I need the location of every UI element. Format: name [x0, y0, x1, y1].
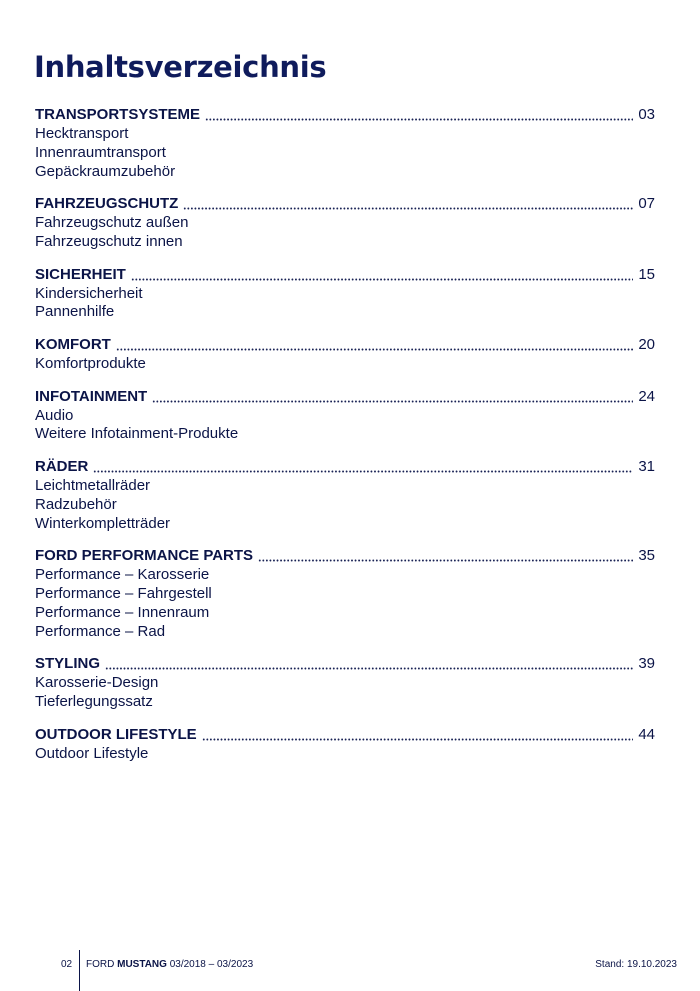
toc-section-heading[interactable] [35, 387, 655, 407]
dot-leader [205, 111, 633, 121]
toc-item: Innenraumtransport [35, 143, 166, 161]
toc-item: Performance – Fahrgestell [35, 584, 212, 602]
section-page-number: 20 [638, 335, 655, 353]
footer-model-info [86, 959, 253, 970]
page-title: Inhaltsverzeichnis [34, 50, 327, 84]
toc-section-komfort [35, 335, 655, 374]
toc-section-transportsysteme [35, 105, 655, 181]
toc-section-raeder [35, 457, 655, 533]
section-label: TRANSPORTSYSTEME [35, 106, 201, 123]
dot-leader [258, 552, 633, 562]
section-page-number: 24 [638, 387, 655, 405]
section-page-number: 39 [638, 655, 655, 673]
toc-section-heading[interactable] [35, 105, 655, 125]
dot-leader [131, 271, 633, 281]
dot-leader [183, 200, 633, 210]
toc-item: Kindersicherheit [35, 284, 143, 302]
toc-section-heading[interactable] [35, 194, 655, 214]
toc-section-heading[interactable] [35, 457, 655, 477]
footer-page-number: 02 [61, 959, 73, 970]
dot-leader [152, 393, 633, 403]
toc-section-outdoor-lifestyle [35, 725, 655, 764]
section-label: SICHERHEIT [35, 265, 126, 283]
toc-section-heading[interactable] [35, 265, 655, 285]
footer-brand: FORD [86, 959, 115, 970]
toc-item: Gepäckraumzubehör [35, 162, 176, 180]
section-label: STYLING [35, 655, 101, 673]
toc-section-heading[interactable] [35, 654, 655, 674]
footer-period: 03/2018 – 03/2023 [169, 959, 254, 970]
toc-section-styling [35, 654, 655, 712]
toc-item: Performance – Innenraum [35, 603, 210, 621]
toc-item: Winterkompletträder [35, 514, 171, 532]
toc-item: Performance – Karosserie [35, 566, 210, 584]
dot-leader [202, 731, 633, 741]
footer-model: MUSTANG [117, 959, 167, 970]
page-footer [0, 950, 700, 991]
toc-item: Karosserie-Design [35, 674, 159, 692]
dot-leader [93, 463, 633, 473]
toc-item: Komfortprodukte [35, 354, 146, 372]
toc-section-heading[interactable] [35, 335, 655, 355]
section-label: OUTDOOR LIFESTYLE [35, 725, 197, 743]
section-label: FAHRZEUGSCHUTZ [35, 195, 179, 213]
section-label: FORD PERFORMANCE PARTS [35, 547, 254, 565]
toc-section-heading[interactable] [35, 546, 655, 566]
toc-item: Pannenhilfe [35, 303, 115, 321]
dot-leader [116, 341, 633, 351]
toc-section-sicherheit [35, 265, 655, 323]
section-page-number: 03 [638, 106, 655, 123]
toc-section-fahrzeugschutz [35, 194, 655, 252]
toc-item: Radzubehör [35, 495, 117, 513]
toc-section-heading[interactable] [35, 725, 655, 745]
toc-section-infotainment [35, 387, 655, 445]
section-page-number: 07 [638, 195, 655, 213]
toc-item: Performance – Rad [35, 622, 166, 640]
section-label: RÄDER [35, 457, 89, 475]
toc-item: Fahrzeugschutz außen [35, 214, 189, 232]
table-of-contents [35, 105, 655, 776]
toc-section-ford-performance-parts [35, 546, 655, 641]
section-label: KOMFORT [35, 335, 111, 353]
dot-leader [105, 660, 633, 670]
section-page-number: 15 [638, 265, 655, 283]
section-page-number: 35 [638, 547, 655, 565]
toc-item: Audio [35, 406, 74, 424]
footer-stand-date: Stand: 19.10.2023 [595, 959, 677, 970]
toc-item: Leichtmetallräder [35, 476, 151, 494]
toc-item: Fahrzeugschutz innen [35, 232, 183, 250]
toc-item: Tieferlegungssatz [35, 692, 153, 710]
toc-item: Outdoor Lifestyle [35, 744, 149, 762]
toc-item: Hecktransport [35, 125, 129, 142]
section-page-number: 31 [638, 457, 655, 475]
section-label: INFOTAINMENT [35, 387, 148, 405]
footer-divider [79, 950, 80, 991]
section-page-number: 44 [638, 725, 655, 743]
toc-item: Weitere Infotainment-Produkte [35, 425, 239, 443]
